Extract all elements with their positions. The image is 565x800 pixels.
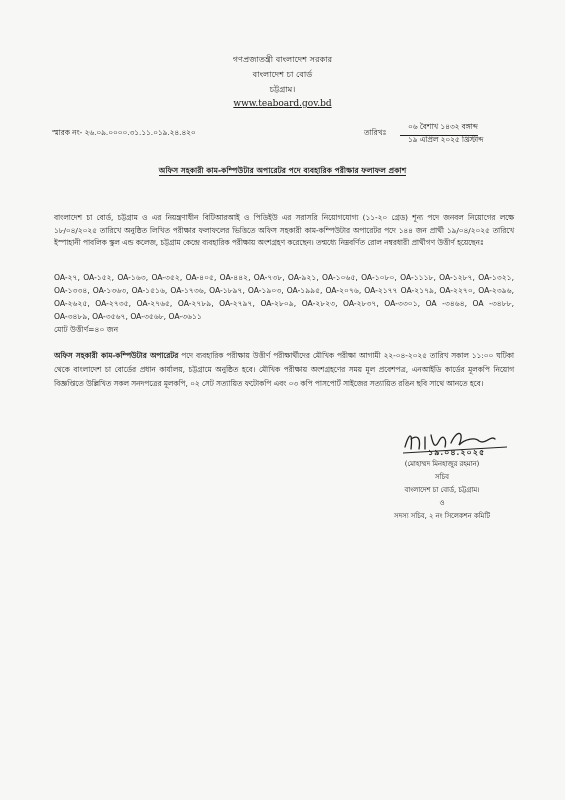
date-english: ১৯ এপ্রিল ২০২৫ খ্রিস্টাব্দ (408, 135, 484, 144)
signatory-role: সদস্য সচিব, ২ নং সিলেকশন কমিটি (394, 512, 490, 520)
notice-title (0, 165, 565, 178)
viva-details: পদে ব্যবহারিক পরীক্ষায় উত্তীর্ণ পরীক্ষার্থীদের মৌখিক পরীক্ষা আগামী ২২-০৪-২০২৫ তারিখ সকাল ১১:০০ ঘটিকা থেকে বাংলাদেশ চা বোর্ডের প্রধান কার্যালয়, চট্টগ্রামে অনুষ্ঠিত হবে। মৌখিক পরীক্ষায় অংশগ্রহণের সময় মূল প্রবেশপত্র, এনআইডি কার্ডের মূলকপি নিয়োগ বিজ্ঞপ্তিতে উল্লিখিত সকল সনদপত্রের মূলকপি, ০২ সেট সত্যায়িত ফটোকপি এবং ০৩ কপি পাসপোর্ট সাইজের সত্যায়িত রঙিন ছবি সাথে আনতে হবে। (54, 351, 514, 388)
roll-list-block (54, 271, 514, 336)
roll-list: OA-২৭, OA-১৫২, OA-১৬৩, OA-৩৫২, OA-৪০৫, OA-৪৪২, OA-৭৩৮, OA-৯২১, OA-১০৬৫, OA-১০৮০, OA-১১১৮, OA-১২৮৭, OA-১৩২১, OA-১৩৩৪, OA-১৩৬৩, OA-১৫১৬, OA-১৭৩৬, OA-১৮৯৭, OA-১৯০৩, OA-১৯৯৫, OA-২০৭৬, OA-২১৭৭ OA-২১৭৯, OA-২২৭০, OA-২৩৯৬, OA-২৬২৫, OA-২৭৩৫, OA-২৭৬৫, OA-২৭৮৯, OA-২৭৯৭, OA-২৮০৯, OA-২৮২৩, OA-২৮৩৭, OA-৩৩০১, OA -৩৪৬৪, OA -৩৪৮৮, OA-৩৪৮৯, OA-৩৫৬৭, OA-৩৫৬৮, OA-৩৬১১ (54, 273, 514, 321)
govt-name: গণপ্রজাতন্ত্রী বাংলাদেশ সরকার (232, 54, 333, 64)
signatory-title: সচিব (435, 473, 449, 481)
letterhead (0, 52, 565, 112)
date-label: তারিখঃ (364, 128, 387, 137)
website-link[interactable]: www.teaboard.gov.bd (233, 99, 332, 109)
signature-block (362, 458, 522, 523)
total-passed: মোট উত্তীর্ণ=৪০ জন (54, 325, 119, 334)
signatory-and: ও (439, 499, 445, 507)
intro-paragraph: বাংলাদেশ চা বোর্ড, চট্টগ্রাম ও এর নিয়ন্ত্রণাধীন বিটিআরআই ও পিডিইউ এর সরাসরি নিয়োগযোগ্য (১১-২০ গ্রেড) শূন্য পদে জনবল নিয়োগের লক্ষে ১৮/০৪/২০২৫ তারিখে অনুষ্ঠিত লিখিত পরীক্ষার ফলাফলের ভিত্তিতে অফিস সহকারী কাম-কম্পিউটার অপারেটর পদে ১৪৪ জন প্রার্থী ১৯/০৪/২০২৫ তারিখে ইস্পাহানী পাবলিক স্কুল এন্ড কলেজ, চট্টগ্রাম কেন্দ্রে ব্যবহারিক পরীক্ষায় অংশগ্রহণ করেছেন। তন্মধ্যে নিম্নবর্ণিত রোল নম্বরধারী প্রার্থীগণ উত্তীর্ণ হয়েছেনঃ (54, 213, 514, 248)
org-name: বাংলাদেশ চা বোর্ড (252, 69, 313, 79)
viva-paragraph (54, 349, 514, 391)
signatory-name: (মোহাম্মদ মিনহাজুর রহমান) (404, 460, 480, 468)
signatory-org: বাংলাদেশ চা বোর্ড, চট্টগ্রাম। (404, 486, 480, 494)
date-bangla: ০৬ বৈশাখ ১৪৩২ বঙ্গাব্দ (400, 122, 478, 136)
memo-number: স্মারক নং- ২৬.০৯.০০০০.৩১.১১.০১৯.২৪.৪২০ (52, 128, 196, 137)
post-name: অফিস সহকারী কাম-কম্পিউটার অপারেটর (54, 351, 179, 360)
notice-title-text: অফিস সহকারী কাম-কম্পিউটার অপারেটর পদে ব্যবহারিক পরীক্ষার ফলাফল প্রকাশ (158, 166, 407, 175)
org-city: চট্টগ্রাম। (269, 84, 296, 94)
signature-date: ১৯.০৪.২০২৫ (428, 447, 486, 457)
